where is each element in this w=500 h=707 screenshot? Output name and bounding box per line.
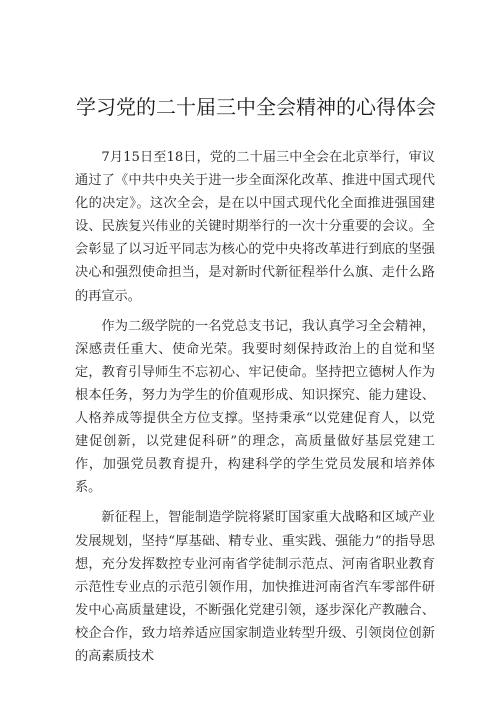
paragraph-1: 7月15日至18日，党的二十届三中全会在北京举行，审议通过了《中共中央关于进一步全面深化改革、推进中国式现代化的决定》。这次全会，是在以中国式现代化全面推进强国建设、民族复兴伟业的关键时期举行的一次十分重要的会议。全会彰显了以习近平同志为核心的党中央将改革进行到底的坚强决心和强烈使命担当，是对新时代新征程举什么旗、走什么路的再宣示。	[75, 150, 435, 304]
paragraph-2: 作为二级学院的一名党总支书记，我认真学习全会精神，深感责任重大、使命光荣。我要时刻保持政治上的自觉和坚定，教育引导师生不忘初心、牢记使命。坚持把立德树人作为根本任务，努力为学生的价值观形成、知识探究、能力建设、人格养成等提供全方位支撑。坚持秉承“以党建促育人，以党建促创新，以党建促科研”的理念，高质量做好基层党建工作，加强党员教育提升，构建科学的学生党员发展和培养体系。	[75, 318, 435, 496]
document-title: 学习党的二十届三中全会精神的心得体会	[76, 95, 436, 119]
document-body	[75, 146, 435, 668]
paragraph-3: 新征程上，智能制造学院将紧盯国家重大战略和区域产业发展规划，坚持“厚基础、精专业、重实践、强能力”的指导思想，充分发挥数控专业河南省学徒制示范点、河南省职业教育示范性专业点的示范引领作用，加快推进河南省汽车零部件研发中心高质量建设，不断强化党建引领，逐步深化产教融合、校企合作，致力培养适应国家制造业转型升级、引领岗位创新的高素质技术	[75, 510, 435, 664]
